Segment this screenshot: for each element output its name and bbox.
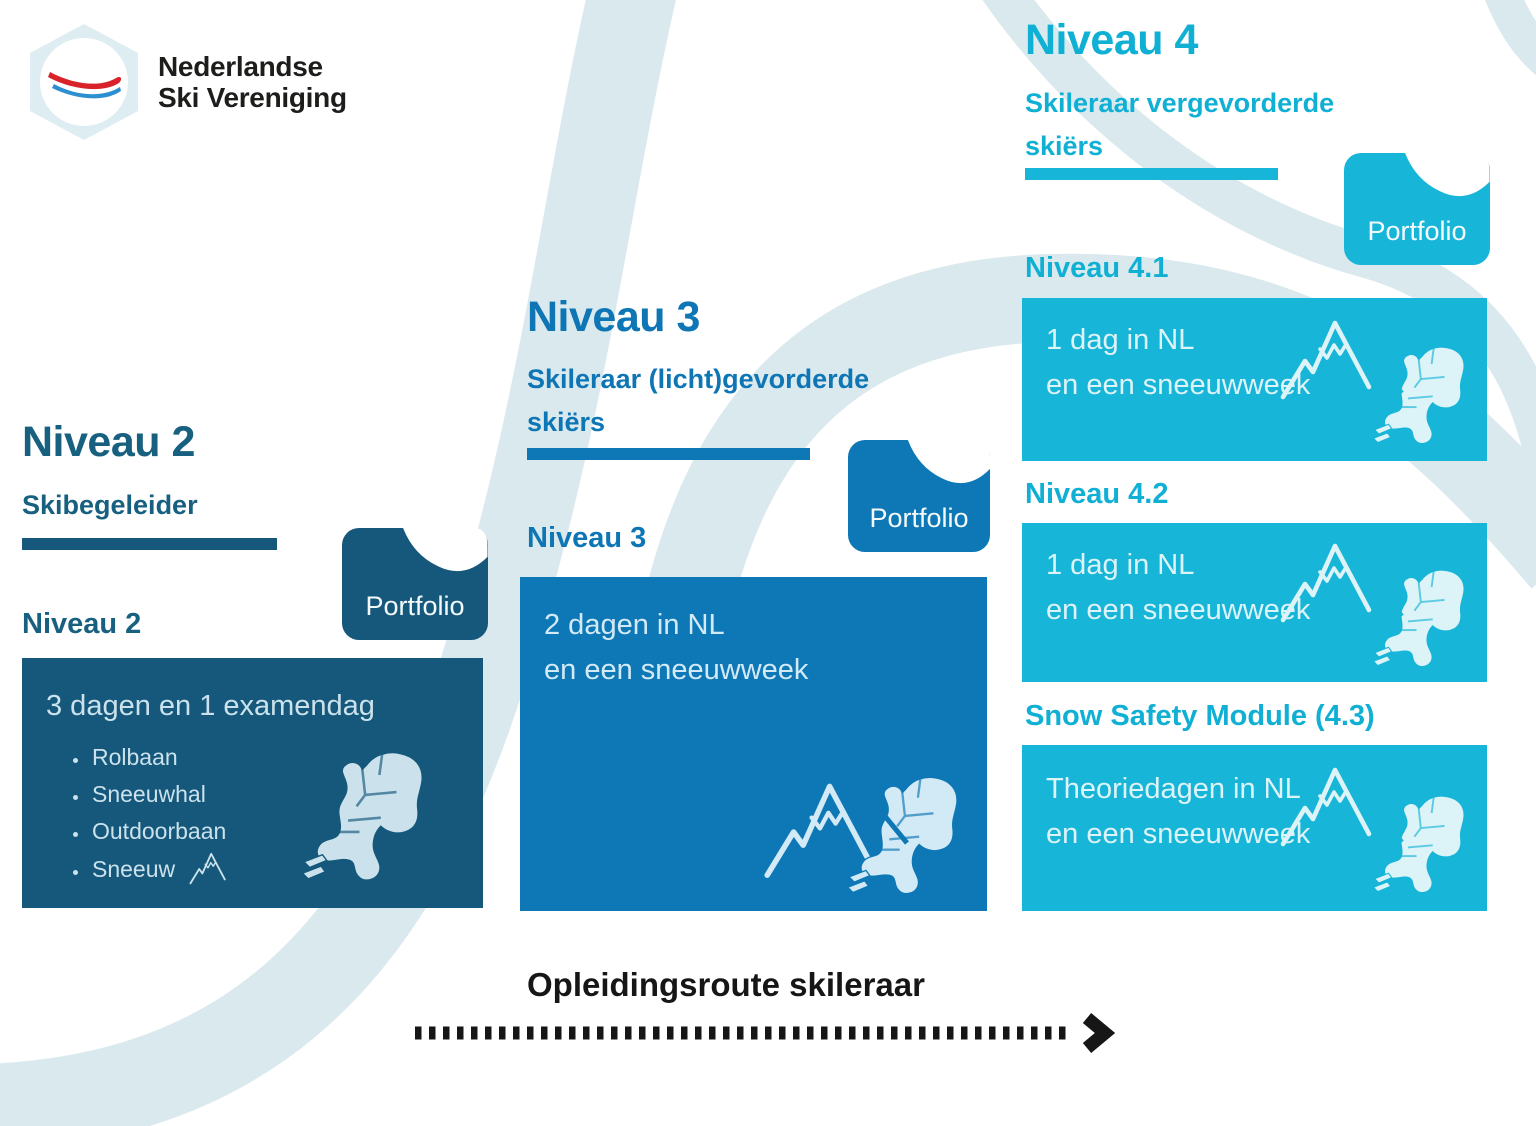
level3-portfolio-label: Portfolio bbox=[869, 503, 969, 533]
module3-line2: en een sneeuwweek bbox=[1046, 817, 1311, 850]
mountain-slope-overlay bbox=[1357, 338, 1417, 398]
level4-portfolio-badge bbox=[1344, 153, 1490, 265]
mountain-slope-overlay bbox=[1357, 787, 1417, 847]
level2-box-title: 3 dagen en 1 examendag bbox=[46, 690, 375, 722]
level4-module2-heading: Niveau 4.2 bbox=[1025, 478, 1169, 510]
netherlands-map-icon bbox=[293, 738, 443, 886]
route-dotted-arrow bbox=[405, 1012, 1125, 1054]
module1-line1: 1 dag in NL bbox=[1046, 324, 1195, 356]
level3-subtitle: Skileraar (licht)gevorderde skiërs bbox=[527, 364, 870, 437]
list-item: • Sneeuw bbox=[90, 849, 483, 888]
level2-subtitle: Skibegeleider bbox=[22, 490, 198, 520]
nsv-logo bbox=[22, 20, 347, 144]
list-item: • Rolbaan bbox=[90, 739, 483, 776]
level4-module3-infobox bbox=[1022, 745, 1487, 911]
folder-fold-icon bbox=[1399, 153, 1490, 205]
list-item: • Outdoorbaan bbox=[90, 813, 483, 850]
mountain-slope-overlay bbox=[847, 771, 927, 851]
folder-fold-icon bbox=[902, 440, 990, 492]
level3-box-line1: 2 dagen in NL bbox=[544, 609, 725, 641]
level2-portfolio-badge bbox=[342, 528, 488, 640]
mountain-slope-overlay bbox=[1357, 561, 1417, 621]
level2-title: Niveau 2 bbox=[22, 418, 195, 466]
logo-line-1: Nederlandse bbox=[158, 50, 323, 82]
mountain-icon bbox=[185, 849, 231, 885]
level3-rule bbox=[527, 448, 810, 460]
level4-module3-heading: Snow Safety Module (4.3) bbox=[1025, 700, 1375, 732]
nsv-logo-wordmark bbox=[158, 51, 347, 114]
nsv-logo-mark bbox=[22, 20, 146, 144]
logo-line-2: Ski Vereniging bbox=[158, 82, 347, 113]
level3-portfolio-badge bbox=[848, 440, 990, 552]
module3-line1: Theoriedagen in NL bbox=[1046, 773, 1301, 805]
module2-line2: en een sneeuwweek bbox=[1046, 593, 1311, 626]
level4-module2-infobox bbox=[1022, 523, 1487, 682]
level3-title: Niveau 3 bbox=[527, 293, 700, 341]
level3-box-line2: en een sneeuwweek bbox=[544, 653, 809, 686]
level2-portfolio-label: Portfolio bbox=[365, 591, 465, 621]
route-title: Opleidingsroute skileraar bbox=[527, 966, 925, 1003]
level4-portfolio-label: Portfolio bbox=[1367, 216, 1467, 246]
level2-infobox bbox=[22, 658, 483, 908]
level4-module1-heading: Niveau 4.1 bbox=[1025, 252, 1169, 284]
level4-module1-infobox bbox=[1022, 298, 1487, 461]
folder-fold-icon bbox=[397, 528, 488, 580]
list-item: • Sneeuwhal bbox=[90, 776, 483, 813]
level3-infobox bbox=[520, 577, 987, 911]
module2-line1: 1 dag in NL bbox=[1046, 549, 1195, 581]
level4-title: Niveau 4 bbox=[1025, 16, 1198, 64]
level4-rule bbox=[1025, 168, 1278, 180]
module1-line2: en een sneeuwweek bbox=[1046, 368, 1311, 401]
level4-subtitle: Skileraar vergevorderde skiërs bbox=[1025, 88, 1335, 161]
level2-box-heading: Niveau 2 bbox=[22, 608, 142, 640]
level2-rule bbox=[22, 538, 277, 550]
level3-box-heading: Niveau 3 bbox=[527, 522, 647, 554]
swoosh-corner-curve bbox=[1490, 0, 1536, 88]
